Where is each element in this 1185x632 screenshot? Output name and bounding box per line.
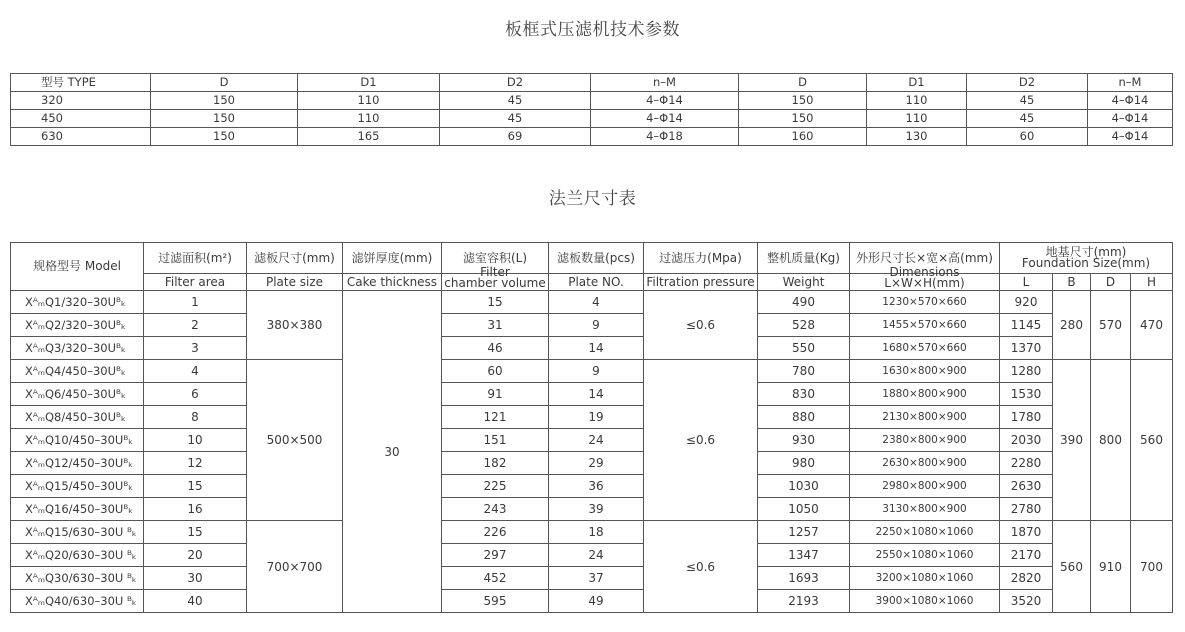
area-cell: 2 [144,314,247,337]
area-cell: 10 [144,429,247,452]
flange-cell: 160 [739,128,867,146]
table-row [11,406,1173,429]
volume-cell: 297 [442,544,549,567]
flange-header-d1-b: D1 [867,74,967,92]
plate-count-cell: 39 [549,498,644,521]
flange-cell: 150 [151,92,298,110]
flange-cell: 150 [151,128,298,146]
model-cell: XᴬₘQ20/630–30U ᴮₖ [11,544,144,567]
dimensions-cell: 2980×800×900 [850,475,1000,498]
plate-count-cell: 24 [549,544,644,567]
area-cell: 15 [144,521,247,544]
flange-cell: 165 [298,128,440,146]
area-cell: 12 [144,452,247,475]
flange-cell: 4–Φ14 [1088,128,1173,146]
area-cell: 3 [144,337,247,360]
flange-cell: 4–Φ14 [1088,92,1173,110]
plate-count-cell: 14 [549,383,644,406]
area-cell: 1 [144,291,247,314]
volume-cell: 31 [442,314,549,337]
header-volume-en [442,265,549,291]
weight-cell: 550 [758,337,850,360]
flange-cell: 45 [967,110,1088,128]
spec-body [11,291,1173,613]
table-row [11,521,1173,544]
weight-cell: 1257 [758,521,850,544]
model-cell: XᴬₘQ3/320–30Uᴮₖ [11,337,144,360]
flange-header-nm-b: n–M [1088,74,1173,92]
dimensions-cell: 3900×1080×1060 [850,590,1000,613]
plate-count-cell: 29 [549,452,644,475]
foundation-l-cell: 1870 [1000,521,1053,544]
plate-count-cell: 19 [549,406,644,429]
plate-count-cell: 4 [549,291,644,314]
flange-header-d1: D1 [298,74,440,92]
flange-cell: 69 [440,128,591,146]
flange-cell: 4–Φ14 [1088,110,1173,128]
plate-size-cell: 500×500 [247,360,343,521]
flange-cell: 150 [151,110,298,128]
foundation-b-cell: 560 [1053,521,1091,613]
flange-cell: 110 [298,92,440,110]
area-cell: 6 [144,383,247,406]
model-cell: XᴬₘQ12/450–30Uᴮₖ [11,452,144,475]
model-cell: XᴬₘQ30/630–30U ᴮₖ [11,567,144,590]
pressure-cell: ≤0.6 [644,360,758,521]
table-row [11,567,1173,590]
dimensions-cell: 1230×570×660 [850,291,1000,314]
flange-cell: 45 [440,92,591,110]
weight-cell: 780 [758,360,850,383]
foundation-l-cell: 1280 [1000,360,1053,383]
weight-cell: 830 [758,383,850,406]
plate-size-cell: 700×700 [247,521,343,613]
header-weight-cn: 整机质量(Kg) [758,243,850,274]
header-cake-cn: 滤饼厚度(mm) [343,243,442,274]
table-row [11,291,1173,314]
dimensions-cell: 2550×1080×1060 [850,544,1000,567]
table-row [11,452,1173,475]
dimensions-cell: 2130×800×900 [850,406,1000,429]
volume-cell: 60 [442,360,549,383]
foundation-d-cell: 910 [1091,521,1131,613]
spec-subheader-row [11,274,1173,291]
header-volume-cn: 滤室容积(L) [442,243,549,274]
flange-cell: 450 [11,110,151,128]
header-dims-en [850,265,1000,291]
section-title-flange: 法兰尺寸表 [548,189,637,209]
plate-count-cell: 14 [549,337,644,360]
dimensions-cell: 1680×570×660 [850,337,1000,360]
volume-cell: 46 [442,337,549,360]
header-pressure-en: Filtration pressure [644,274,758,291]
foundation-l-cell: 2630 [1000,475,1053,498]
area-cell: 20 [144,544,247,567]
header-foundation-b: B [1053,274,1091,291]
flange-table [10,73,1173,146]
header-area-en: Filter area [144,274,247,291]
foundation-h-cell: 700 [1131,521,1173,613]
flange-cell: 630 [11,128,151,146]
header-dims-en-2: L×W×H(mm) [884,276,965,290]
plate-count-cell: 24 [549,429,644,452]
model-cell: XᴬₘQ8/450–30Uᴮₖ [11,406,144,429]
flange-cell: 320 [11,92,151,110]
plate-count-cell: 18 [549,521,644,544]
table-row [11,128,1173,146]
pressure-cell: ≤0.6 [644,521,758,613]
plate-size-cell: 380×380 [247,291,343,360]
volume-cell: 226 [442,521,549,544]
model-cell: XᴬₘQ2/320–30Uᴮₖ [11,314,144,337]
foundation-h-cell: 470 [1131,291,1173,360]
flange-header-d2-b: D2 [967,74,1088,92]
plate-count-cell: 49 [549,590,644,613]
table-row [11,110,1173,128]
header-plate-no-cn: 滤板数量(pcs) [549,243,644,274]
volume-cell: 151 [442,429,549,452]
model-cell: XᴬₘQ15/450–30Uᴮₖ [11,475,144,498]
dimensions-cell: 3130×800×900 [850,498,1000,521]
foundation-l-cell: 1780 [1000,406,1053,429]
model-cell: XᴬₘQ4/450–30Uᴮₖ [11,360,144,383]
dimensions-cell: 2380×800×900 [850,429,1000,452]
model-cell: XᴬₘQ6/450–30Uᴮₖ [11,383,144,406]
weight-cell: 1050 [758,498,850,521]
foundation-d-cell: 800 [1091,360,1131,521]
dimensions-cell: 2630×800×900 [850,452,1000,475]
header-plate-size-en: Plate size [247,274,343,291]
plate-count-cell: 37 [549,567,644,590]
table-row [11,92,1173,110]
cake-thickness-cell: 30 [343,291,442,613]
weight-cell: 930 [758,429,850,452]
weight-cell: 1693 [758,567,850,590]
dimensions-cell: 1630×800×900 [850,360,1000,383]
volume-cell: 121 [442,406,549,429]
header-dims-cn: 外形尺寸长×宽×高(mm) [850,243,1000,274]
header-pressure-cn: 过滤压力(Mpa) [644,243,758,274]
flange-cell: 110 [867,110,967,128]
header-model: 规格型号 Model [11,243,144,291]
flange-cell: 4–Φ18 [591,128,739,146]
header-foundation-en: Foundation Size(mm) [1021,256,1151,270]
flange-header-d-b: D [739,74,867,92]
header-volume-en-2: chamber volume [444,276,546,290]
header-cake-en: Cake thickness [343,274,442,291]
foundation-l-cell: 2280 [1000,452,1053,475]
table-row [11,544,1173,567]
foundation-b-cell: 280 [1053,291,1091,360]
pressure-cell: ≤0.6 [644,291,758,360]
area-cell: 8 [144,406,247,429]
model-cell: XᴬₘQ40/630–30U ᴮₖ [11,590,144,613]
header-dims-en-1: Dimensions [889,265,960,279]
flange-cell: 60 [967,128,1088,146]
header-foundation-cn: 地基尺寸(mm) [1045,245,1127,259]
flange-cell: 150 [739,92,867,110]
header-plate-no-en: Plate NO. [549,274,644,291]
weight-cell: 980 [758,452,850,475]
foundation-l-cell: 1530 [1000,383,1053,406]
foundation-l-cell: 3520 [1000,590,1053,613]
table-row [11,475,1173,498]
foundation-l-cell: 920 [1000,291,1053,314]
weight-cell: 2193 [758,590,850,613]
header-foundation [1000,243,1173,274]
flange-cell: 45 [440,110,591,128]
volume-cell: 15 [442,291,549,314]
foundation-l-cell: 2780 [1000,498,1053,521]
area-cell: 4 [144,360,247,383]
model-cell: XᴬₘQ15/630–30U ᴮₖ [11,521,144,544]
table-row [11,383,1173,406]
header-area-cn: 过滤面积(m²) [144,243,247,274]
flange-cell: 4–Φ14 [591,110,739,128]
table-row [11,337,1173,360]
plate-count-cell: 36 [549,475,644,498]
foundation-h-cell: 560 [1131,360,1173,521]
model-cell: XᴬₘQ1/320–30Uᴮₖ [11,291,144,314]
area-cell: 15 [144,475,247,498]
flange-cell: 110 [298,110,440,128]
header-weight-en: Weight [758,274,850,291]
volume-cell: 182 [442,452,549,475]
foundation-l-cell: 2030 [1000,429,1053,452]
header-foundation-l: L [1000,274,1053,291]
volume-cell: 225 [442,475,549,498]
model-cell: XᴬₘQ10/450–30Uᴮₖ [11,429,144,452]
model-cell: XᴬₘQ16/450–30Uᴮₖ [11,498,144,521]
header-plate-size-cn: 滤板尺寸(mm) [247,243,343,274]
header-foundation-d: D [1091,274,1131,291]
table-row [11,498,1173,521]
volume-cell: 243 [442,498,549,521]
table-row [11,590,1173,613]
page-title: 板框式压滤机技术参数 [505,20,680,40]
flange-header-type: 型号 TYPE [11,74,151,92]
header-foundation-h: H [1131,274,1173,291]
flange-cell: 45 [967,92,1088,110]
foundation-l-cell: 2170 [1000,544,1053,567]
weight-cell: 528 [758,314,850,337]
foundation-l-cell: 2820 [1000,567,1053,590]
plate-count-cell: 9 [549,360,644,383]
foundation-d-cell: 570 [1091,291,1131,360]
flange-cell: 4–Φ14 [591,92,739,110]
table-row [11,314,1173,337]
dimensions-cell: 3200×1080×1060 [850,567,1000,590]
area-cell: 40 [144,590,247,613]
flange-cell: 110 [867,92,967,110]
table-row [11,360,1173,383]
flange-header-row [11,74,1173,92]
flange-cell: 130 [867,128,967,146]
foundation-b-cell: 390 [1053,360,1091,521]
dimensions-cell: 1880×800×900 [850,383,1000,406]
foundation-l-cell: 1145 [1000,314,1053,337]
volume-cell: 595 [442,590,549,613]
table-row [11,429,1173,452]
plate-count-cell: 9 [549,314,644,337]
flange-header-d2: D2 [440,74,591,92]
area-cell: 16 [144,498,247,521]
flange-header-nm: n–M [591,74,739,92]
dimensions-cell: 2250×1080×1060 [850,521,1000,544]
flange-cell: 150 [739,110,867,128]
weight-cell: 1030 [758,475,850,498]
weight-cell: 1347 [758,544,850,567]
weight-cell: 490 [758,291,850,314]
volume-cell: 91 [442,383,549,406]
header-volume-en-1: Filter [480,265,510,279]
dimensions-cell: 1455×570×660 [850,314,1000,337]
spec-table [10,242,1173,613]
area-cell: 30 [144,567,247,590]
flange-header-d: D [151,74,298,92]
volume-cell: 452 [442,567,549,590]
weight-cell: 880 [758,406,850,429]
foundation-l-cell: 1370 [1000,337,1053,360]
